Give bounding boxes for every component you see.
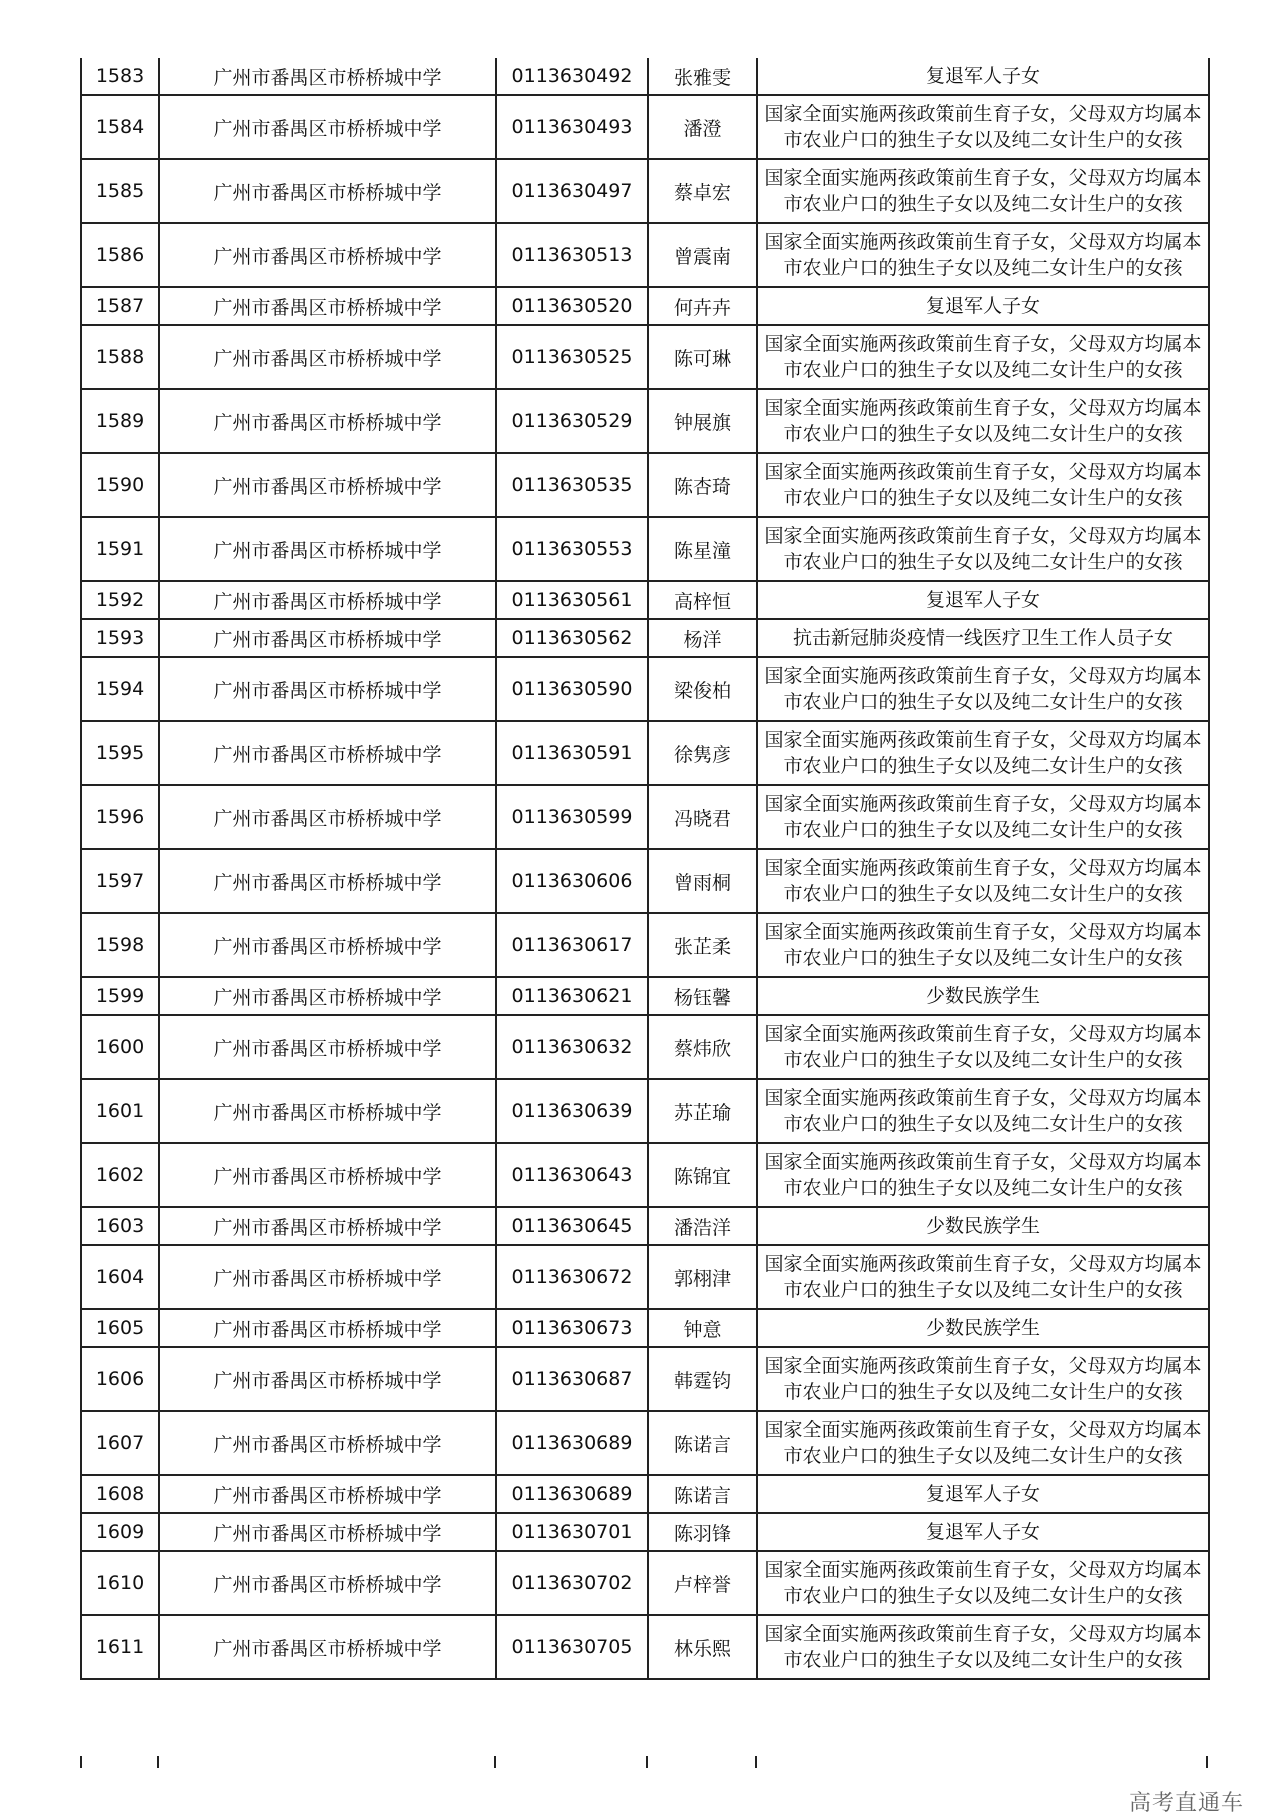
student-id-cell: 0113630529 [496,389,648,453]
student-id-cell: 0113630492 [496,58,648,95]
row-number-cell: 1589 [81,389,159,453]
row-number-cell: 1606 [81,1347,159,1411]
school-name-cell: 广州市番禺区市桥桥城中学 [159,95,496,159]
table-row [81,913,1209,977]
category-cell: 国家全面实施两孩政策前生育子女，父母双方均属本市农业户口的独生子女以及纯二女计生户的女孩 [757,453,1209,517]
category-cell: 国家全面实施两孩政策前生育子女，父母双方均属本市农业户口的独生子女以及纯二女计生户的女孩 [757,389,1209,453]
school-name-cell: 广州市番禺区市桥桥城中学 [159,1143,496,1207]
category-cell: 国家全面实施两孩政策前生育子女，父母双方均属本市农业户口的独生子女以及纯二女计生户的女孩 [757,1347,1209,1411]
row-number-cell: 1607 [81,1411,159,1475]
category-cell: 国家全面实施两孩政策前生育子女，父母双方均属本市农业户口的独生子女以及纯二女计生户的女孩 [757,657,1209,721]
category-cell: 国家全面实施两孩政策前生育子女，父母双方均属本市农业户口的独生子女以及纯二女计生户的女孩 [757,1143,1209,1207]
row-number-cell: 1599 [81,977,159,1015]
table-row [81,1347,1209,1411]
table-row [81,1513,1209,1551]
table-row [81,1015,1209,1079]
student-name-cell: 林乐熙 [648,1615,757,1679]
row-number-cell: 1596 [81,785,159,849]
row-number-cell: 1611 [81,1615,159,1679]
row-number-cell: 1595 [81,721,159,785]
student-id-cell: 0113630687 [496,1347,648,1411]
category-cell: 少数民族学生 [757,977,1209,1015]
table-row [81,785,1209,849]
student-name-cell: 钟意 [648,1309,757,1347]
table-row [81,325,1209,389]
category-cell: 少数民族学生 [757,1309,1209,1347]
student-id-cell: 0113630493 [496,95,648,159]
student-name-cell: 郭栩津 [648,1245,757,1309]
admission-table [80,58,1210,1680]
table-row [81,619,1209,657]
category-cell: 抗击新冠肺炎疫情一线医疗卫生工作人员子女 [757,619,1209,657]
row-number-cell: 1587 [81,287,159,325]
row-number-cell: 1601 [81,1079,159,1143]
student-id-cell: 0113630497 [496,159,648,223]
category-cell: 复退军人子女 [757,1475,1209,1513]
student-id-cell: 0113630553 [496,517,648,581]
row-number-cell: 1585 [81,159,159,223]
row-number-cell: 1591 [81,517,159,581]
school-name-cell: 广州市番禺区市桥桥城中学 [159,58,496,95]
school-name-cell: 广州市番禺区市桥桥城中学 [159,159,496,223]
document-page [80,58,1208,1680]
student-name-cell: 曾雨桐 [648,849,757,913]
student-id-cell: 0113630535 [496,453,648,517]
row-number-cell: 1609 [81,1513,159,1551]
category-cell: 国家全面实施两孩政策前生育子女，父母双方均属本市农业户口的独生子女以及纯二女计生户的女孩 [757,517,1209,581]
table-row [81,1551,1209,1615]
student-name-cell: 徐隽彦 [648,721,757,785]
table-row [81,1309,1209,1347]
row-number-cell: 1586 [81,223,159,287]
student-id-cell: 0113630672 [496,1245,648,1309]
school-name-cell: 广州市番禺区市桥桥城中学 [159,1207,496,1245]
student-name-cell: 潘浩洋 [648,1207,757,1245]
category-cell: 国家全面实施两孩政策前生育子女，父母双方均属本市农业户口的独生子女以及纯二女计生户的女孩 [757,1079,1209,1143]
watermark: 高考直通车 [1128,1791,1244,1816]
student-id-cell: 0113630701 [496,1513,648,1551]
category-cell: 国家全面实施两孩政策前生育子女，父母双方均属本市农业户口的独生子女以及纯二女计生户的女孩 [757,95,1209,159]
student-id-cell: 0113630621 [496,977,648,1015]
row-number-cell: 1593 [81,619,159,657]
student-name-cell: 陈可琳 [648,325,757,389]
category-cell: 复退军人子女 [757,581,1209,619]
category-cell: 少数民族学生 [757,1207,1209,1245]
student-id-cell: 0113630513 [496,223,648,287]
row-number-cell: 1602 [81,1143,159,1207]
row-number-cell: 1592 [81,581,159,619]
school-name-cell: 广州市番禺区市桥桥城中学 [159,389,496,453]
row-number-cell: 1594 [81,657,159,721]
student-id-cell: 0113630562 [496,619,648,657]
table-row [81,58,1209,95]
school-name-cell: 广州市番禺区市桥桥城中学 [159,849,496,913]
table-row [81,453,1209,517]
table-row [81,657,1209,721]
student-name-cell: 陈羽锋 [648,1513,757,1551]
category-cell: 国家全面实施两孩政策前生育子女，父母双方均属本市农业户口的独生子女以及纯二女计生户的女孩 [757,913,1209,977]
student-name-cell: 蔡炜欣 [648,1015,757,1079]
row-number-cell: 1597 [81,849,159,913]
row-number-cell: 1598 [81,913,159,977]
student-id-cell: 0113630561 [496,581,648,619]
category-cell: 国家全面实施两孩政策前生育子女，父母双方均属本市农业户口的独生子女以及纯二女计生户的女孩 [757,325,1209,389]
student-name-cell: 陈星潼 [648,517,757,581]
student-name-cell: 陈诺言 [648,1475,757,1513]
row-number-cell: 1610 [81,1551,159,1615]
school-name-cell: 广州市番禺区市桥桥城中学 [159,1079,496,1143]
school-name-cell: 广州市番禺区市桥桥城中学 [159,1475,496,1513]
school-name-cell: 广州市番禺区市桥桥城中学 [159,619,496,657]
table-row [81,1207,1209,1245]
row-number-cell: 1583 [81,58,159,95]
school-name-cell: 广州市番禺区市桥桥城中学 [159,1309,496,1347]
school-name-cell: 广州市番禺区市桥桥城中学 [159,657,496,721]
table-row [81,1615,1209,1679]
table-continuation-lines [80,1756,1208,1768]
school-name-cell: 广州市番禺区市桥桥城中学 [159,1551,496,1615]
student-name-cell: 苏芷瑜 [648,1079,757,1143]
student-id-cell: 0113630606 [496,849,648,913]
table-row [81,1475,1209,1513]
student-id-cell: 0113630643 [496,1143,648,1207]
row-number-cell: 1590 [81,453,159,517]
school-name-cell: 广州市番禺区市桥桥城中学 [159,1513,496,1551]
category-cell: 复退军人子女 [757,1513,1209,1551]
student-id-cell: 0113630599 [496,785,648,849]
category-cell: 国家全面实施两孩政策前生育子女，父母双方均属本市农业户口的独生子女以及纯二女计生户的女孩 [757,1615,1209,1679]
category-cell: 国家全面实施两孩政策前生育子女，父母双方均属本市农业户口的独生子女以及纯二女计生户的女孩 [757,1245,1209,1309]
table-row [81,95,1209,159]
category-cell: 复退军人子女 [757,58,1209,95]
student-name-cell: 张芷柔 [648,913,757,977]
student-name-cell: 杨钰馨 [648,977,757,1015]
category-cell: 国家全面实施两孩政策前生育子女，父母双方均属本市农业户口的独生子女以及纯二女计生户的女孩 [757,1551,1209,1615]
student-id-cell: 0113630520 [496,287,648,325]
school-name-cell: 广州市番禺区市桥桥城中学 [159,325,496,389]
student-name-cell: 钟展旗 [648,389,757,453]
category-cell: 国家全面实施两孩政策前生育子女，父母双方均属本市农业户口的独生子女以及纯二女计生户的女孩 [757,849,1209,913]
school-name-cell: 广州市番禺区市桥桥城中学 [159,1347,496,1411]
student-name-cell: 张雅雯 [648,58,757,95]
student-name-cell: 曾震南 [648,223,757,287]
student-name-cell: 陈锦宜 [648,1143,757,1207]
row-number-cell: 1584 [81,95,159,159]
student-id-cell: 0113630617 [496,913,648,977]
table-row [81,223,1209,287]
school-name-cell: 广州市番禺区市桥桥城中学 [159,223,496,287]
student-id-cell: 0113630689 [496,1475,648,1513]
row-number-cell: 1588 [81,325,159,389]
table-row [81,721,1209,785]
table-row [81,159,1209,223]
table-row [81,1143,1209,1207]
student-id-cell: 0113630632 [496,1015,648,1079]
school-name-cell: 广州市番禺区市桥桥城中学 [159,785,496,849]
school-name-cell: 广州市番禺区市桥桥城中学 [159,1411,496,1475]
school-name-cell: 广州市番禺区市桥桥城中学 [159,517,496,581]
student-name-cell: 何卉卉 [648,287,757,325]
category-cell: 国家全面实施两孩政策前生育子女，父母双方均属本市农业户口的独生子女以及纯二女计生户的女孩 [757,223,1209,287]
student-id-cell: 0113630591 [496,721,648,785]
category-cell: 国家全面实施两孩政策前生育子女，父母双方均属本市农业户口的独生子女以及纯二女计生户的女孩 [757,159,1209,223]
school-name-cell: 广州市番禺区市桥桥城中学 [159,1245,496,1309]
table-row [81,581,1209,619]
category-cell: 国家全面实施两孩政策前生育子女，父母双方均属本市农业户口的独生子女以及纯二女计生户的女孩 [757,1015,1209,1079]
student-name-cell: 潘澄 [648,95,757,159]
category-cell: 国家全面实施两孩政策前生育子女，父母双方均属本市农业户口的独生子女以及纯二女计生户的女孩 [757,721,1209,785]
school-name-cell: 广州市番禺区市桥桥城中学 [159,977,496,1015]
student-name-cell: 杨洋 [648,619,757,657]
student-id-cell: 0113630673 [496,1309,648,1347]
table-row [81,1079,1209,1143]
student-id-cell: 0113630689 [496,1411,648,1475]
student-name-cell: 卢梓誉 [648,1551,757,1615]
row-number-cell: 1608 [81,1475,159,1513]
category-cell: 国家全面实施两孩政策前生育子女，父母双方均属本市农业户口的独生子女以及纯二女计生户的女孩 [757,1411,1209,1475]
row-number-cell: 1600 [81,1015,159,1079]
student-id-cell: 0113630702 [496,1551,648,1615]
student-name-cell: 陈诺言 [648,1411,757,1475]
school-name-cell: 广州市番禺区市桥桥城中学 [159,453,496,517]
student-id-cell: 0113630525 [496,325,648,389]
row-number-cell: 1603 [81,1207,159,1245]
table-row [81,517,1209,581]
table-row [81,1245,1209,1309]
school-name-cell: 广州市番禺区市桥桥城中学 [159,1015,496,1079]
student-id-cell: 0113630590 [496,657,648,721]
student-name-cell: 蔡卓宏 [648,159,757,223]
category-cell: 复退军人子女 [757,287,1209,325]
category-cell: 国家全面实施两孩政策前生育子女，父母双方均属本市农业户口的独生子女以及纯二女计生户的女孩 [757,785,1209,849]
row-number-cell: 1604 [81,1245,159,1309]
table-row [81,389,1209,453]
student-id-cell: 0113630705 [496,1615,648,1679]
table-row [81,1411,1209,1475]
student-id-cell: 0113630645 [496,1207,648,1245]
school-name-cell: 广州市番禺区市桥桥城中学 [159,721,496,785]
table-row [81,287,1209,325]
school-name-cell: 广州市番禺区市桥桥城中学 [159,1615,496,1679]
student-name-cell: 梁俊柏 [648,657,757,721]
row-number-cell: 1605 [81,1309,159,1347]
school-name-cell: 广州市番禺区市桥桥城中学 [159,287,496,325]
student-name-cell: 高梓恒 [648,581,757,619]
school-name-cell: 广州市番禺区市桥桥城中学 [159,913,496,977]
student-name-cell: 冯晓君 [648,785,757,849]
school-name-cell: 广州市番禺区市桥桥城中学 [159,581,496,619]
table-body [81,58,1209,1679]
student-name-cell: 陈杏琦 [648,453,757,517]
table-row [81,849,1209,913]
student-id-cell: 0113630639 [496,1079,648,1143]
student-name-cell: 韩霆钧 [648,1347,757,1411]
table-row [81,977,1209,1015]
